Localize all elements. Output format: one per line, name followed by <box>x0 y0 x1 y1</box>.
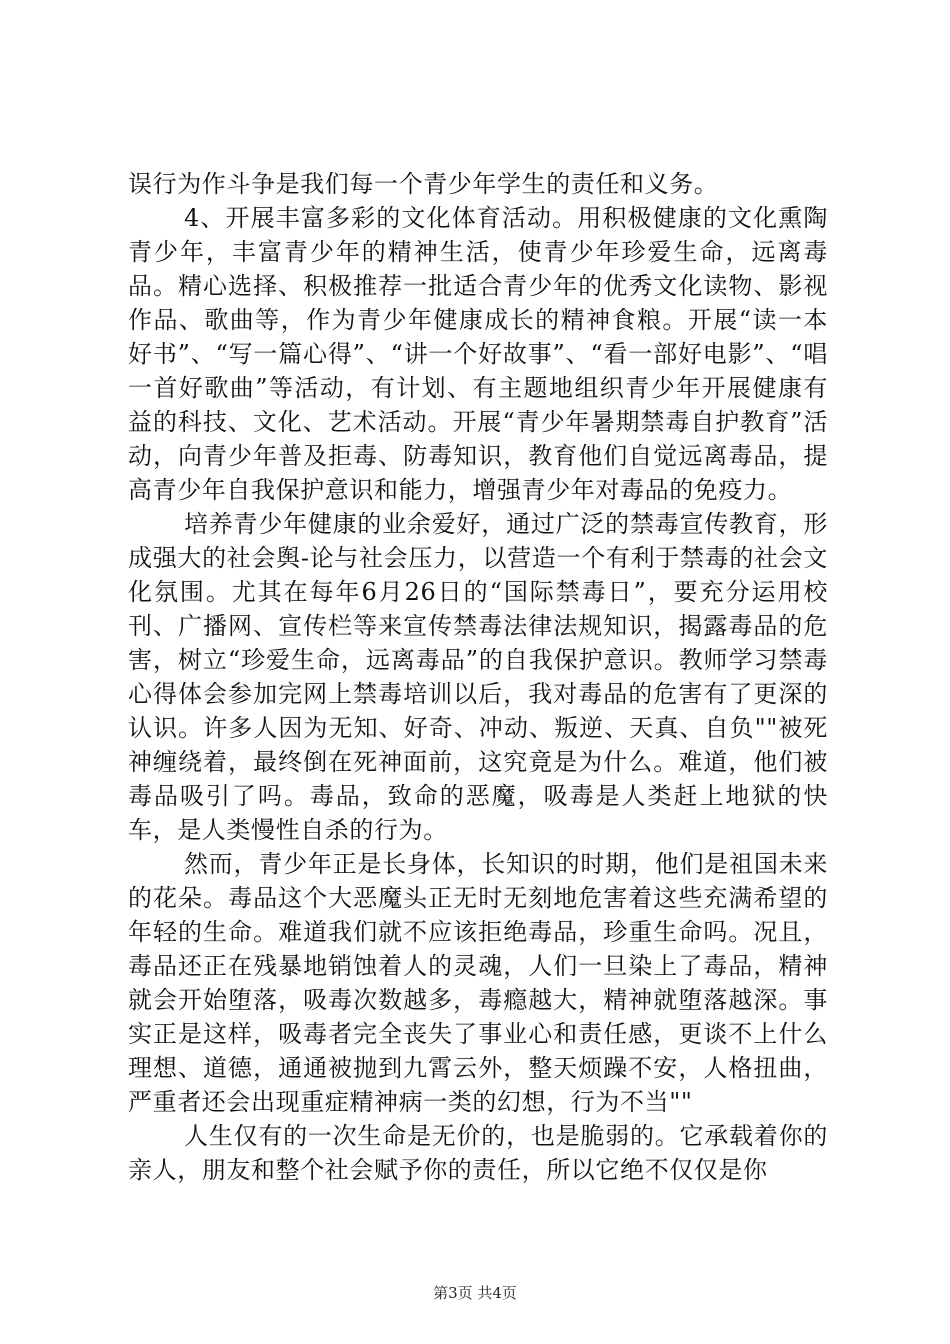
paragraph-3: 培养青少年健康的业余爱好，通过广泛的禁毒宣传教育，形成强大的社会舆-论与社会压力，以营造一个有利于禁毒的社会文化氛围。尤其在每年6月26日的“国际禁毒日”，要充分运用校刊、广播网、宣传栏等来宣传禁毒法律法规知识，揭露毒品的危害，树立“珍爱生命，远离毒品”的自我保护意识。教师学习禁毒心得体会参加完网上禁毒培训以后，我对毒品的危害有了更深的认识。许多人因为无知、好奇、冲动、叛逆、天真、自负""被死神缠绕着，最终倒在死神面前，这究竟是为什么。难道，他们被毒品吸引了吗。毒品，致命的恶魔，吸毒是人类赶上地狱的快车，是人类慢性自杀的行为。 <box>128 510 828 844</box>
paragraph-1: 误行为作斗争是我们每一个青少年学生的责任和义务。 <box>128 170 719 198</box>
document-body <box>128 167 828 1187</box>
paragraph-2: 4、开展丰富多彩的文化体育活动。用积极健康的文化熏陶青少年，丰富青少年的精神生活，使青少年珍爱生命，远离毒品。精心选择、积极推荐一批适合青少年的优秀文化读物、影视作品、歌曲等，作为青少年健康成长的精神食粮。开展“读一本好书”、“写一篇心得”、“讲一个好故事”、“看一部好电影”、“唱一首好歌曲”等活动，有计划、有主题地组织青少年开展健康有益的科技、文化、艺术活动。开展“青少年暑期禁毒自护教育”活动，向青少年普及拒毒、防毒知识，教育他们自觉远离毒品，提高青少年自我保护意识和能力，增强青少年对毒品的免疫力。 <box>128 204 828 504</box>
paragraph-5: 人生仅有的一次生命是无价的，也是脆弱的。它承载着你的亲人，朋友和整个社会赋予你的责任，所以它绝不仅仅是你 <box>128 1122 828 1184</box>
page-number-footer: 第3页 共4页 <box>433 1284 517 1302</box>
paragraph-4: 然而，青少年正是长身体，长知识的时期，他们是祖国未来的花朵。毒品这个大恶魔头正无时无刻地危害着这些充满希望的年轻的生命。难道我们就不应该拒绝毒品，珍重生命吗。况且，毒品还正在残暴地销蚀着人的灵魂，人们一旦染上了毒品，精神就会开始堕落，吸毒次数越多，毒瘾越大，精神就堕落越深。事实正是这样，吸毒者完全丧失了事业心和责任感，更谈不上什么理想、道德，通通被抛到九霄云外，整天烦躁不安，人格扭曲，严重者还会出现重症精神病一类的幻想，行为不当"" <box>128 850 828 1116</box>
